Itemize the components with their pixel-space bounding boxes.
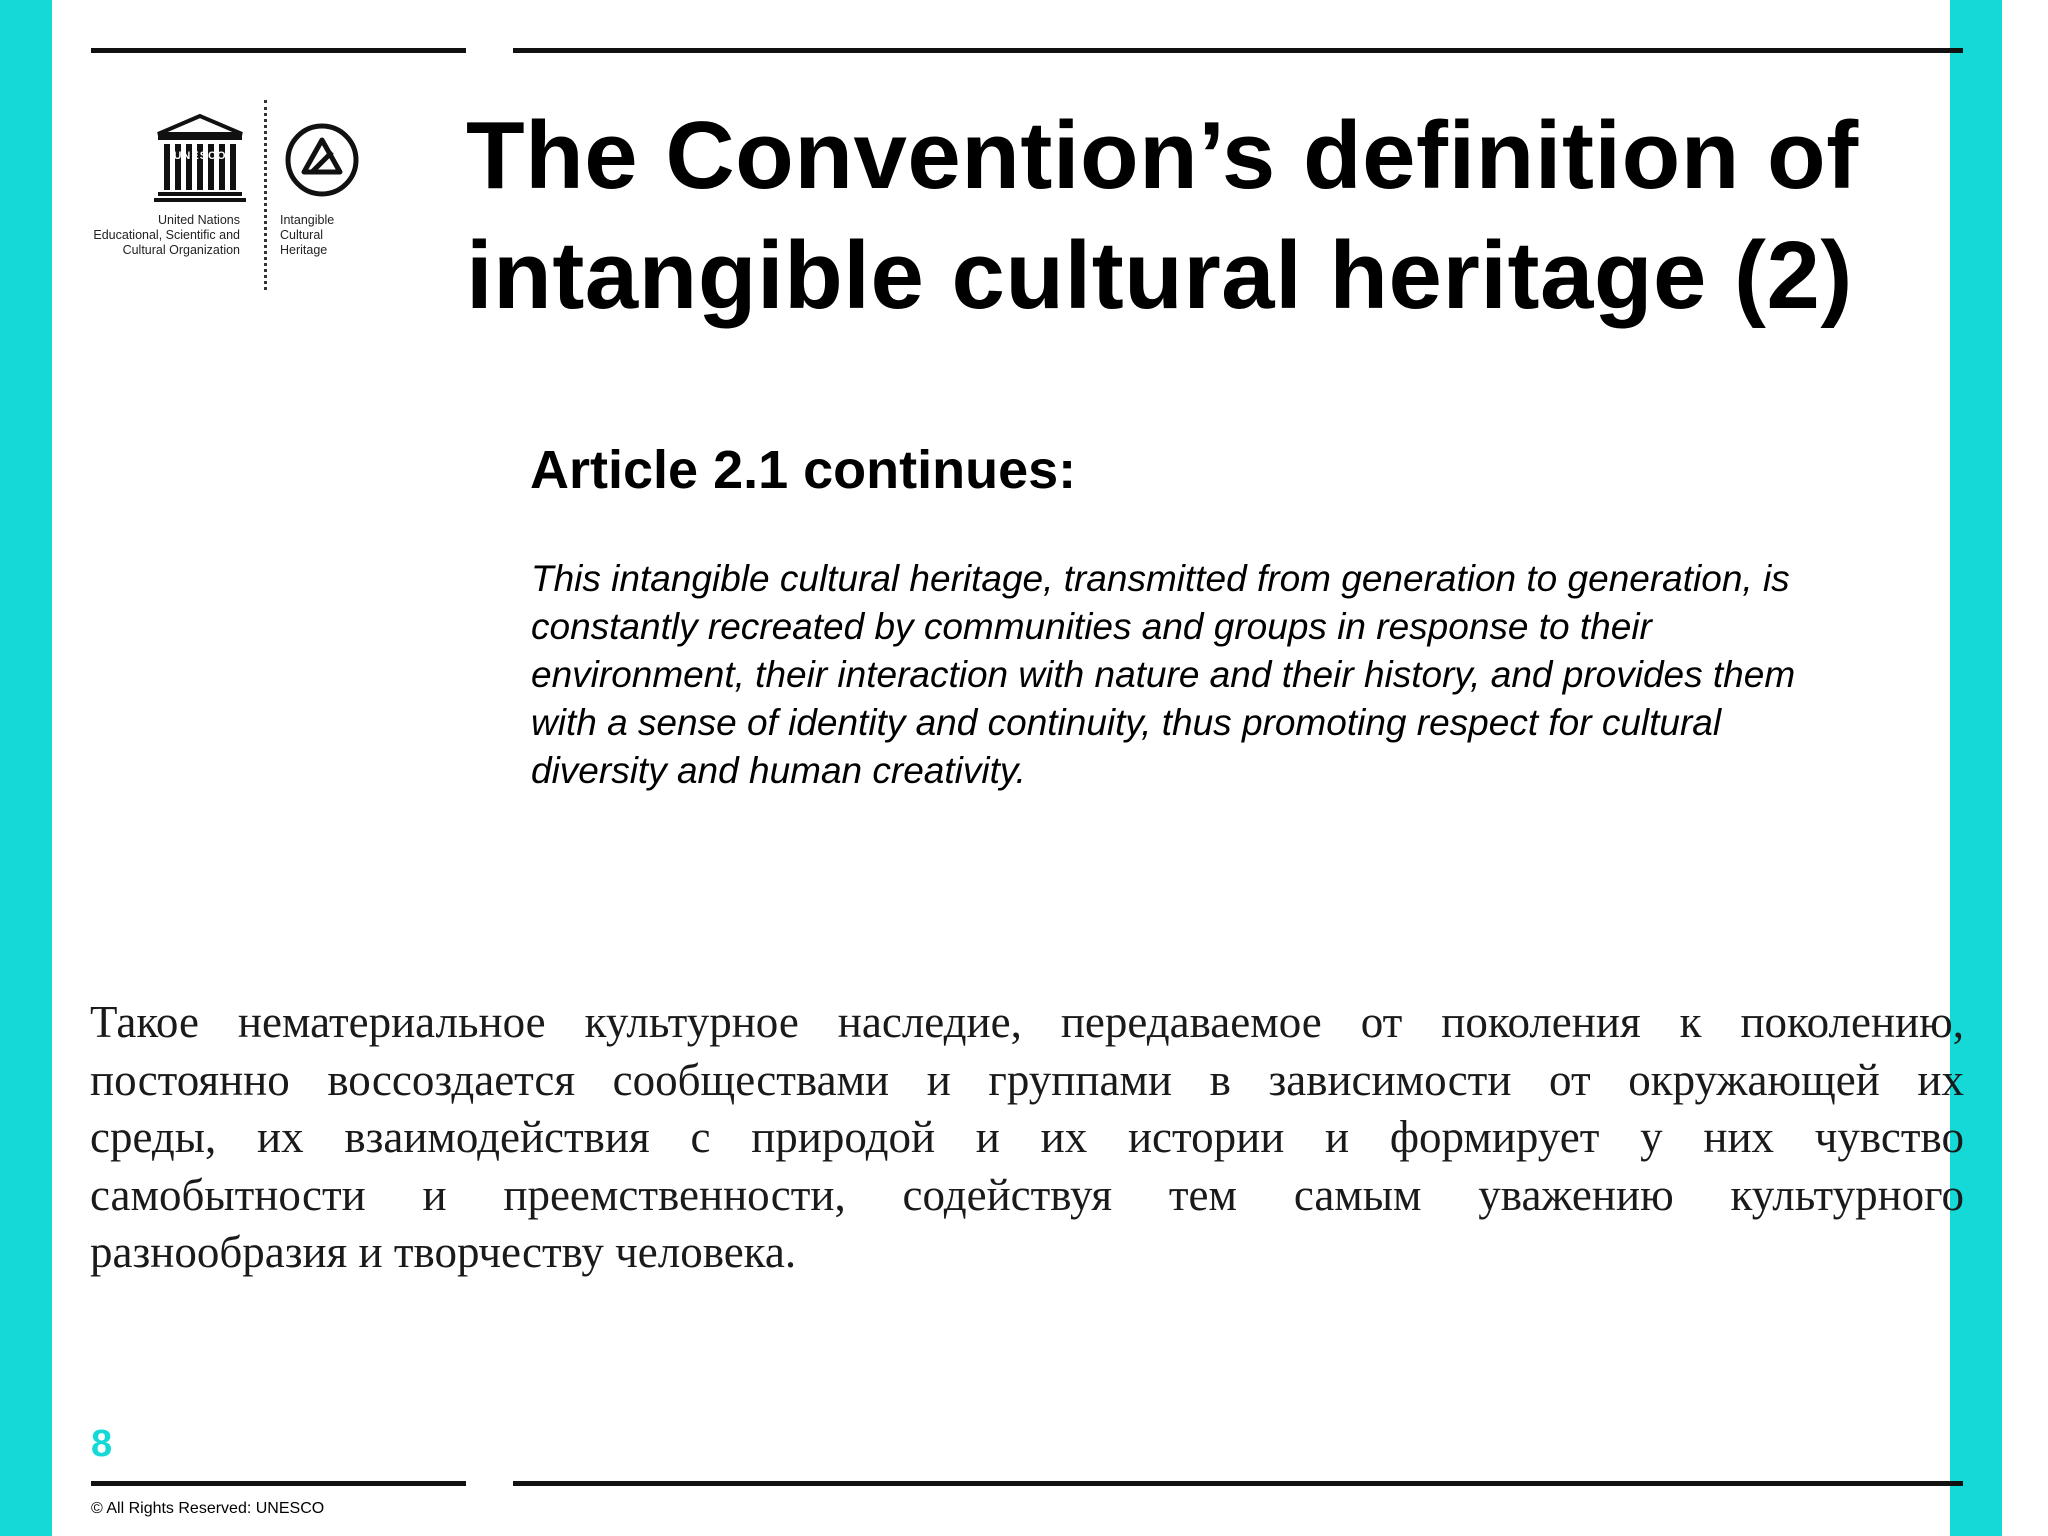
slide-title-line: intangible cultural heritage (2)	[466, 222, 1853, 329]
english-quote-line: This intangible cultural heritage, transmitted from generation to generation, is	[531, 558, 1790, 599]
copyright-notice: © All Rights Reserved: UNESCO	[91, 1500, 325, 1517]
ich-caption-line: Intangible	[280, 213, 335, 227]
slide-title-line: The Convention’s definition of	[466, 102, 1859, 209]
left-accent-bar	[0, 0, 52, 1536]
russian-quote-line: постоянно воссоздается сообществами и группами в зависимости от окружающей их	[90, 1054, 1964, 1105]
english-quote-line: with a sense of identity and continuity, thus promoting respect for cultural	[531, 702, 1722, 743]
russian-quote	[90, 994, 1964, 1282]
english-quote-line: constantly recreated by communities and groups in response to their	[531, 606, 1652, 647]
right-white-margin	[2002, 0, 2048, 1536]
org-caption-line: Educational, Scientific and	[93, 228, 240, 242]
org-caption-line: Cultural Organization	[122, 243, 240, 257]
unesco-wordmark: UNESCO	[173, 150, 227, 162]
ich-caption-line: Cultural	[280, 228, 324, 242]
english-quote	[531, 555, 1981, 795]
slide-title	[466, 96, 1986, 336]
top-rule-right	[513, 48, 1963, 53]
ich-caption-line: Heritage	[280, 243, 328, 257]
unesco-ich-logo	[90, 100, 380, 290]
ich-caption	[280, 213, 370, 258]
org-caption-line: United Nations	[158, 213, 240, 227]
russian-quote-line: среды, их взаимодействия с природой и их истории и формирует у них чувство	[90, 1112, 1964, 1162]
bottom-rule-right	[513, 1481, 1963, 1486]
article-subheading: Article 2.1 continues:	[530, 440, 1077, 500]
bottom-rule-left	[91, 1481, 466, 1486]
english-quote-line: environment, their interaction with nature and their history, and provides them	[531, 654, 1796, 695]
unesco-temple-icon	[150, 112, 250, 212]
top-rule-left	[91, 48, 466, 53]
page-number: 8	[91, 1423, 113, 1465]
english-quote-line: diversity and human creativity.	[531, 750, 1026, 791]
org-caption	[60, 213, 240, 258]
ich-emblem-icon	[282, 120, 362, 200]
russian-quote-line: разнообразия и творчеству человека.	[90, 1227, 797, 1277]
logo-divider	[264, 100, 267, 290]
russian-quote-line: Такое нематериальное культурное наследие, передаваемое от поколения к поколению,	[90, 997, 1964, 1047]
russian-quote-line: самобытности и преемственности, содействуя тем самым уважению культурного	[90, 1169, 1964, 1220]
